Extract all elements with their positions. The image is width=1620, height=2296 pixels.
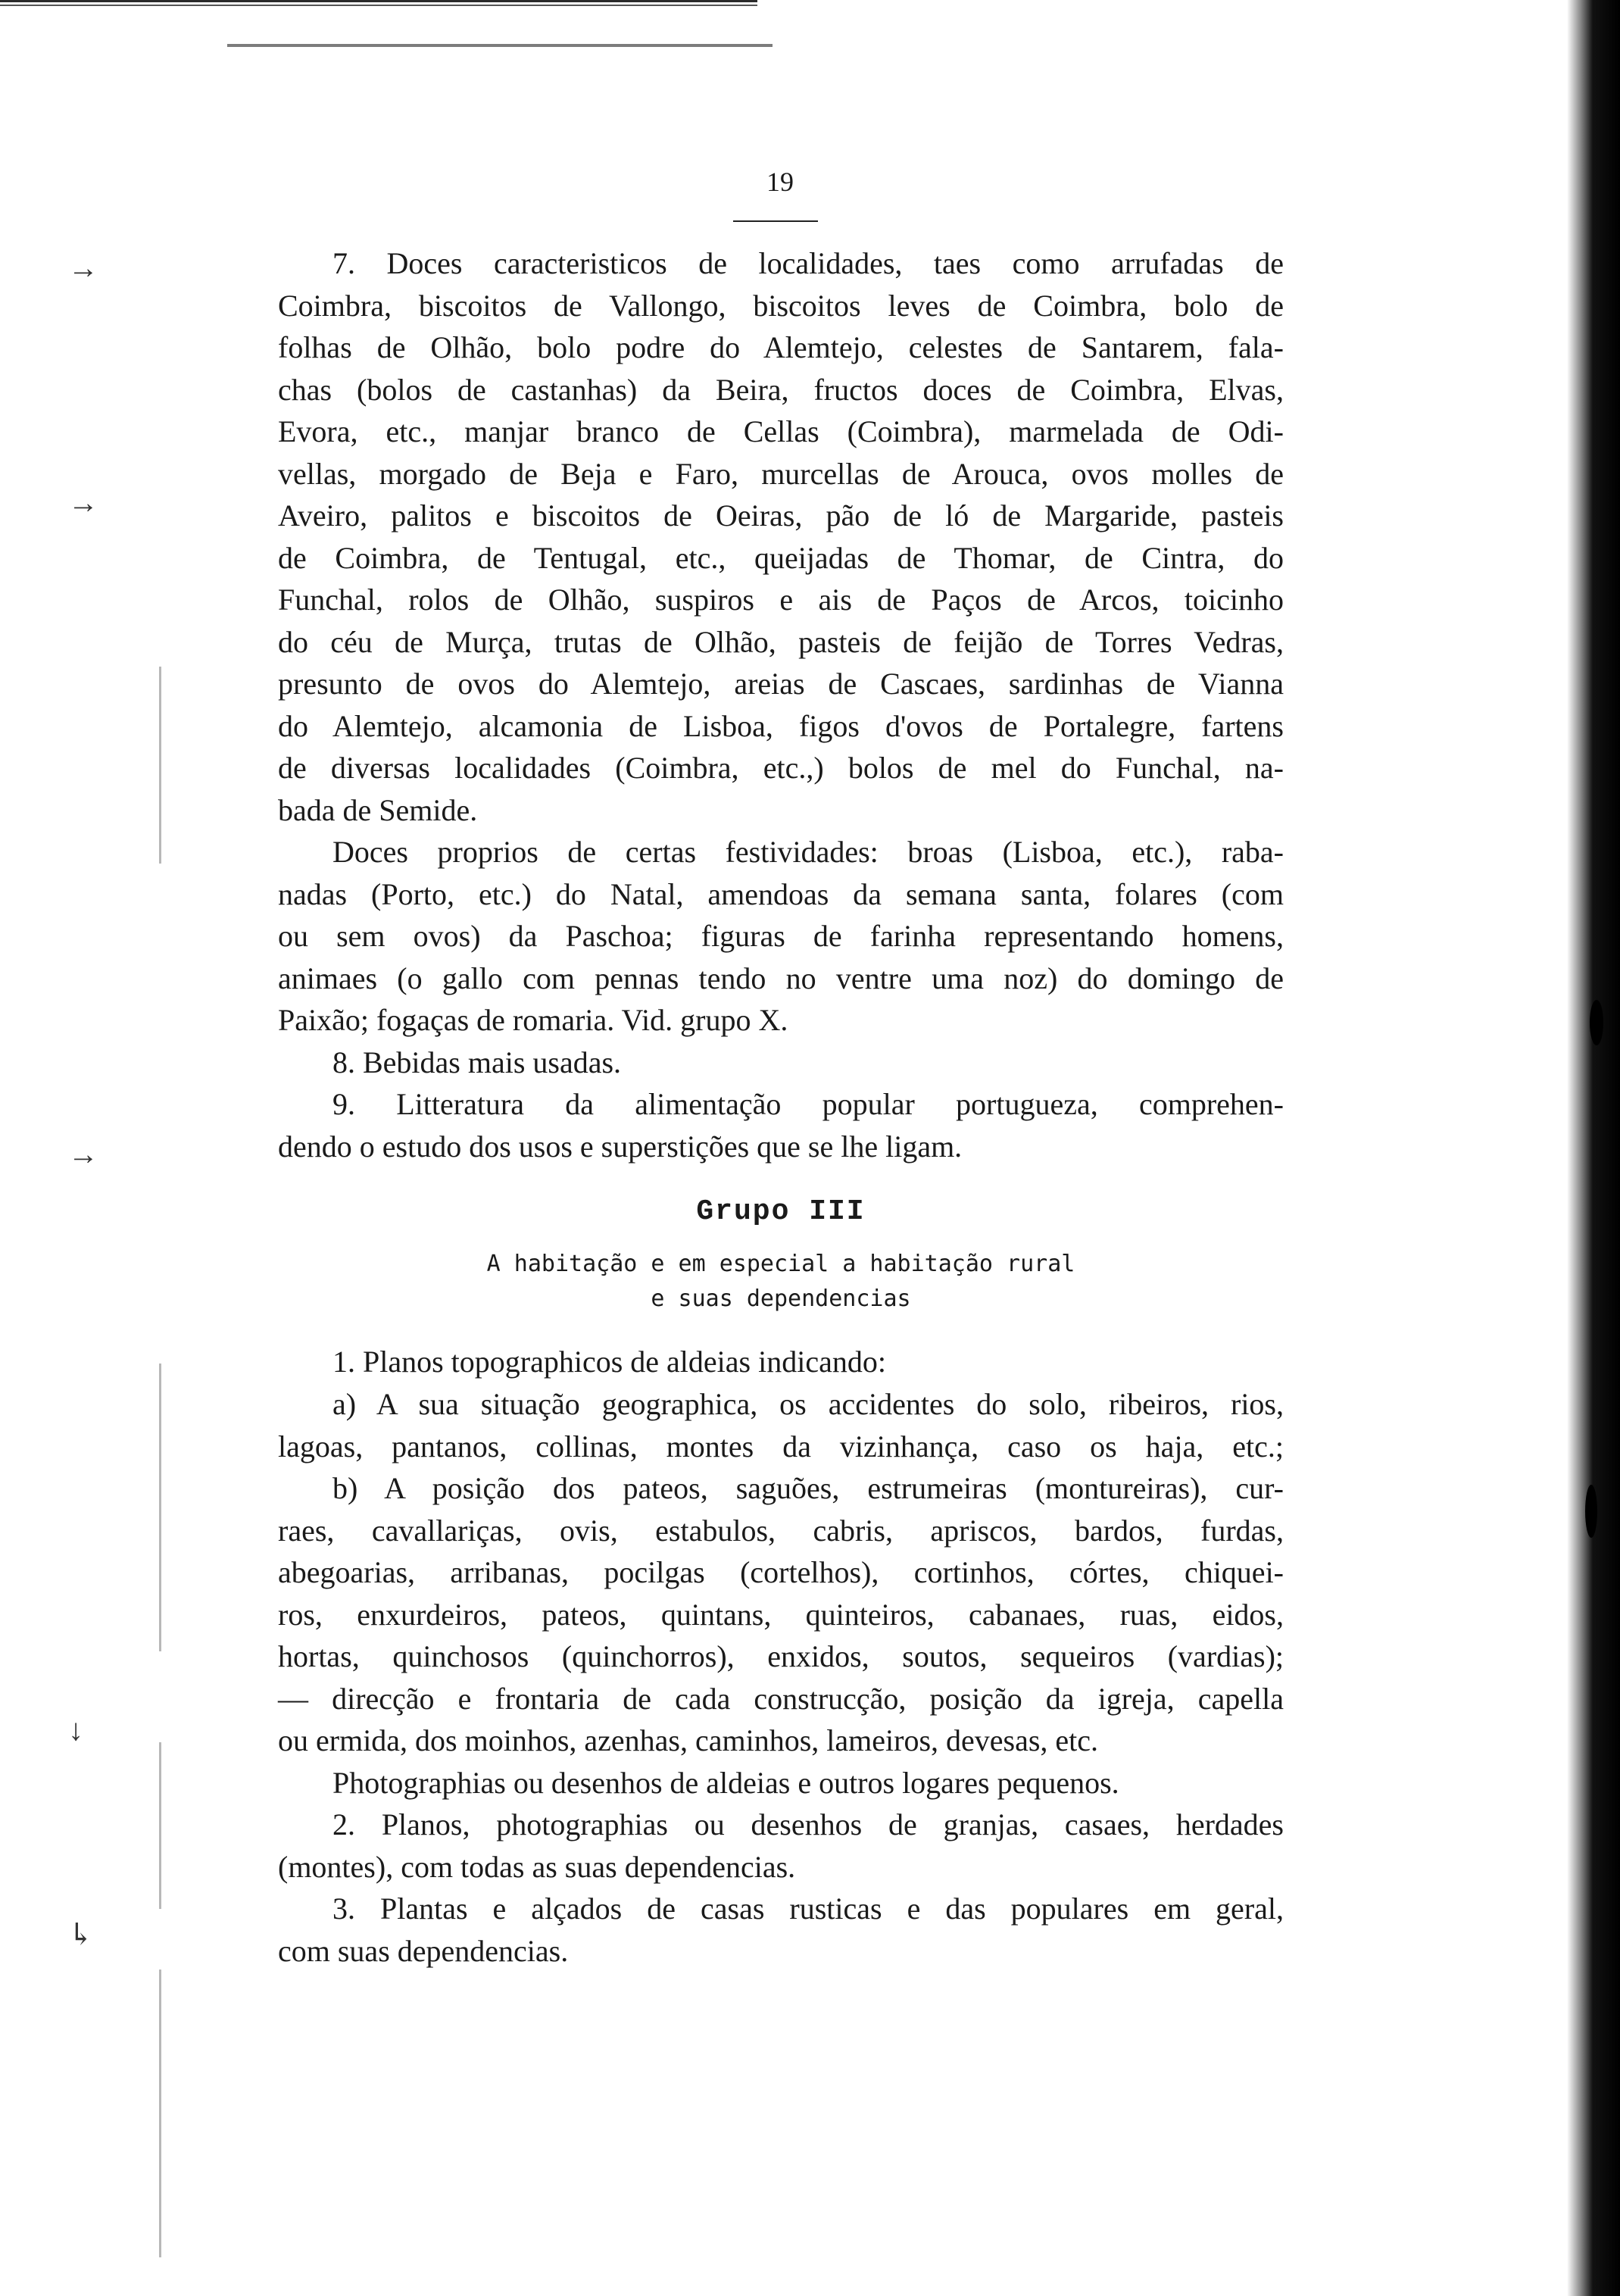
text-line: do Alemtejo, alcamonia de Lisboa, figos d'ovos de Portalegre, fartens: [278, 708, 1284, 743]
text-line: dendo o estudo dos usos e superstições que se lhe ligam.: [278, 1129, 963, 1164]
text-line: do céu de Murça, trutas de Olhão, pasteis de feijão de Torres Vedras,: [278, 624, 1284, 659]
text-line: b) A posição dos pateos, saguões, estrumeiras (montureiras), cur-: [332, 1471, 1284, 1505]
margin-line: [159, 1742, 161, 1909]
margin-arrow-mark: ↓: [68, 1713, 83, 1747]
text-line: Funchal, rolos de Olhão, suspiros e ais de Paços de Arcos, toicinho: [278, 583, 1284, 617]
group-3-item-2: [278, 1804, 1284, 1888]
group-heading: Grupo III: [696, 1195, 866, 1228]
scan-top-shadow: [227, 44, 773, 47]
text-line: presunto de ovos do Alemtejo, areias de Cascaes, sardinhas de Vianna: [278, 667, 1284, 701]
margin-line: [159, 667, 161, 864]
group-subtitle-line-2: e suas dependencias: [651, 1285, 911, 1312]
text-line: lagoas, pantanos, collinas, montes da vizinhança, caso os haja, etc.;: [278, 1429, 1284, 1464]
group-3-item-b: [278, 1467, 1284, 1762]
text-line: a) A sua situação geographica, os accidentes do solo, ribeiros, rios,: [332, 1387, 1284, 1421]
page-number: 19: [766, 167, 794, 197]
text-line: abegoarias, arribanas, pocilgas (cortelhos), cortinhos, córtes, chiquei-: [278, 1555, 1284, 1589]
text-line: animaes (o gallo com pennas tendo no ventre uma noz) do domingo de: [278, 961, 1284, 995]
text-line: 2. Planos, photographias ou desenhos de granjas, casaes, herdades: [332, 1807, 1284, 1841]
margin-marks: [68, 0, 114, 2296]
text-line: nadas (Porto, etc.) do Natal, amendoas da semana santa, folares (com: [278, 876, 1284, 911]
text-line: (montes), com todas as suas dependencias.: [278, 1849, 796, 1884]
scan-top-edge: [0, 0, 757, 8]
text-line: de diversas localidades (Coimbra, etc.,) bolos de mel do Funchal, na-: [278, 751, 1284, 785]
text-line: ou sem ovos) da Paschoa; figuras de farinha representando homens,: [278, 919, 1284, 953]
group-3-item-a: [278, 1383, 1284, 1467]
text-line: ros, enxurdeiros, pateos, quintans, quinteiros, cabanaes, ruas, eidos,: [278, 1597, 1284, 1632]
margin-arrow-mark: ↳: [68, 1917, 94, 1951]
page-number-rule: [733, 220, 818, 222]
text-line: hortas, quinchosos (quinchorros), enxidos, soutos, sequeiros (vardias);: [278, 1639, 1284, 1673]
group-subtitle-line-1: A habitação e em especial a habitação rural: [486, 1251, 1075, 1277]
text-line: de Coimbra, de Tentugal, etc., queijadas de Thomar, de Cintra, do: [278, 540, 1284, 575]
text-line: Aveiro, palitos e biscoitos de Oeiras, pão de ló de Margaride, pasteis: [278, 498, 1284, 533]
margin-arrow-mark: →: [68, 1137, 98, 1171]
text-line: folhas de Olhão, bolo podre do Alemtejo, celestes de Santarem, fala-: [278, 330, 1284, 364]
scan-stain: [1585, 1485, 1597, 1538]
group-3-item-1: [278, 1341, 1284, 1383]
text-line: bada de Semide.: [278, 792, 478, 827]
text-line: Evora, etc., manjar branco de Cellas (Coimbra), marmelada de Odi-: [278, 414, 1284, 448]
text-line: Doces proprios de certas festividades: broas (Lisboa, etc.), raba-: [332, 835, 1284, 869]
scan-stain: [1590, 1000, 1603, 1045]
group-3-item-3: [278, 1888, 1284, 1972]
text-line: 3. Plantas e alçados de casas rusticas e das populares em geral,: [332, 1891, 1284, 1926]
text-line: 9. Litteratura da alimentação popular portugueza, comprehen-: [332, 1087, 1284, 1121]
text-line: Paixão; fogaças de romaria. Vid. grupo X.: [278, 1003, 788, 1037]
text-line: — direcção e frontaria de cada construcção, posição da igreja, capella: [278, 1681, 1284, 1716]
text-line: Coimbra, biscoitos de Vallongo, biscoitos leves de Coimbra, bolo de: [278, 288, 1284, 323]
section-9-paragraph: [278, 1062, 1284, 1167]
margin-arrow-mark: →: [68, 486, 98, 520]
text-line: com suas dependencias.: [278, 1933, 569, 1968]
festivities-paragraph: [278, 831, 1284, 1042]
text-line: 7. Doces caracteristicos de localidades, taes como arrufadas de: [332, 246, 1284, 280]
text-line: chas (bolos de castanhas) da Beira, fructos doces de Coimbra, Elvas,: [278, 372, 1284, 407]
text-line: Photographias ou desenhos de aldeias e outros logares pequenos.: [332, 1766, 1119, 1800]
text-line: 8. Bebidas mais usadas.: [332, 1045, 622, 1079]
margin-line: [159, 1970, 161, 2257]
scan-binding-shadow: [1567, 0, 1620, 2296]
text-line: raes, cavallariças, ovis, estabulos, cabris, apriscos, bardos, furdas,: [278, 1513, 1284, 1548]
group-3-photographs: [278, 1762, 1284, 1804]
margin-line: [159, 1364, 161, 1651]
text-line: 1. Planos topographicos de aldeias indicando:: [332, 1345, 886, 1379]
margin-arrow-mark: →: [68, 251, 98, 285]
text-line: vellas, morgado de Beja e Faro, murcellas de Arouca, ovos molles de: [278, 456, 1284, 491]
section-7-paragraph: [278, 242, 1284, 831]
text-line: ou ermida, dos moinhos, azenhas, caminhos, lameiros, devesas, etc.: [278, 1723, 1099, 1757]
